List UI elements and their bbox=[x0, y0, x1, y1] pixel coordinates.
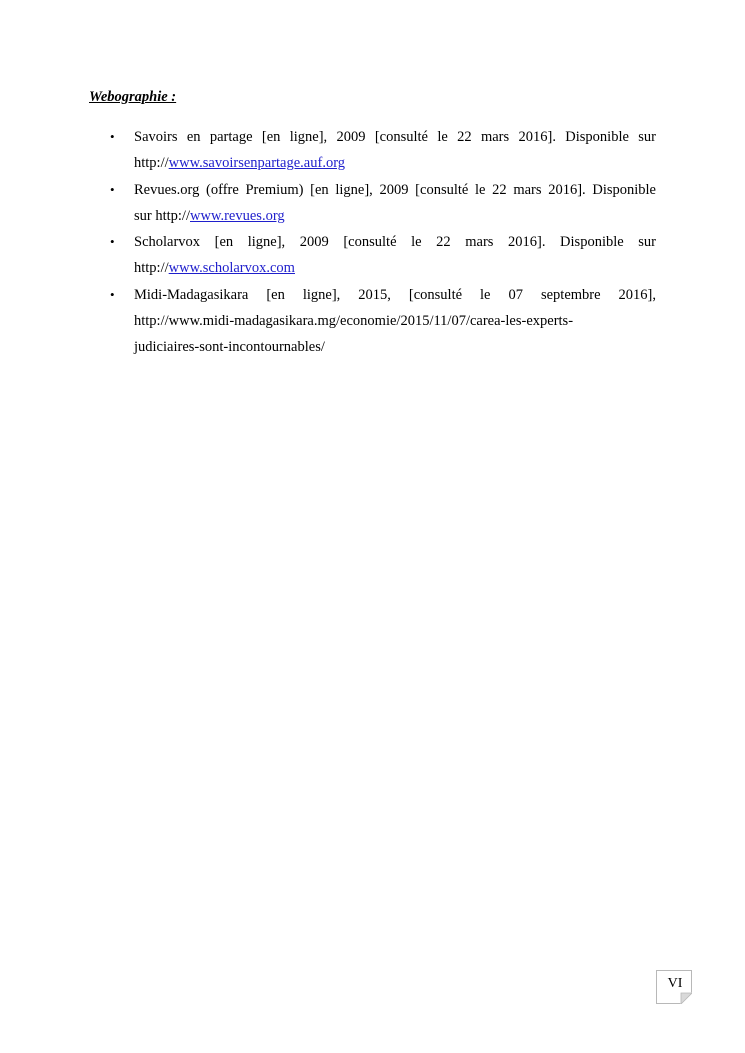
reference-url-prefix: http:// bbox=[134, 155, 169, 172]
reference-link[interactable]: www.revues.org bbox=[190, 207, 285, 224]
reference-url-prefix: http:// bbox=[134, 260, 169, 277]
list-item bbox=[108, 124, 656, 177]
list-item bbox=[108, 177, 656, 230]
reference-text: Scholarvox [en ligne], 2009 [consulté le 22 mars 2016]. Disponible sur bbox=[134, 234, 656, 251]
reference-url-line: judiciaires-sont-incontournables/ bbox=[134, 339, 325, 356]
page-number: VI bbox=[667, 976, 683, 991]
reference-link[interactable]: www.savoirsenpartage.auf.org bbox=[168, 155, 346, 172]
reference-url-prefix: sur http:// bbox=[134, 207, 190, 224]
reference-text: Savoirs en partage [en ligne], 2009 [consulté le 22 mars 2016]. Disponible sur bbox=[134, 129, 656, 145]
bullet-icon: • bbox=[110, 286, 115, 302]
page-curl-icon bbox=[680, 992, 692, 1004]
reference-text: Midi-Madagasikara [en ligne], 2015, [consulté le 07 septembre 2016], bbox=[134, 286, 656, 303]
reference-text: Revues.org (offre Premium) [en ligne], 2009 [consulté le 22 mars 2016]. Disponible bbox=[134, 181, 656, 198]
bullet-icon: • bbox=[110, 234, 115, 250]
reference-link[interactable]: www.scholarvox.com bbox=[168, 260, 295, 277]
page-number-box bbox=[656, 970, 692, 1004]
list-item bbox=[108, 229, 656, 282]
reference-url-line: http://www.midi-madagasikara.mg/economie/2015/11/07/carea-les-experts- bbox=[134, 313, 574, 330]
section-heading: Webographie : bbox=[89, 89, 177, 105]
bullet-icon: • bbox=[110, 129, 115, 144]
bullet-icon: • bbox=[110, 181, 115, 197]
reference-list bbox=[108, 124, 656, 361]
list-item bbox=[108, 282, 656, 361]
